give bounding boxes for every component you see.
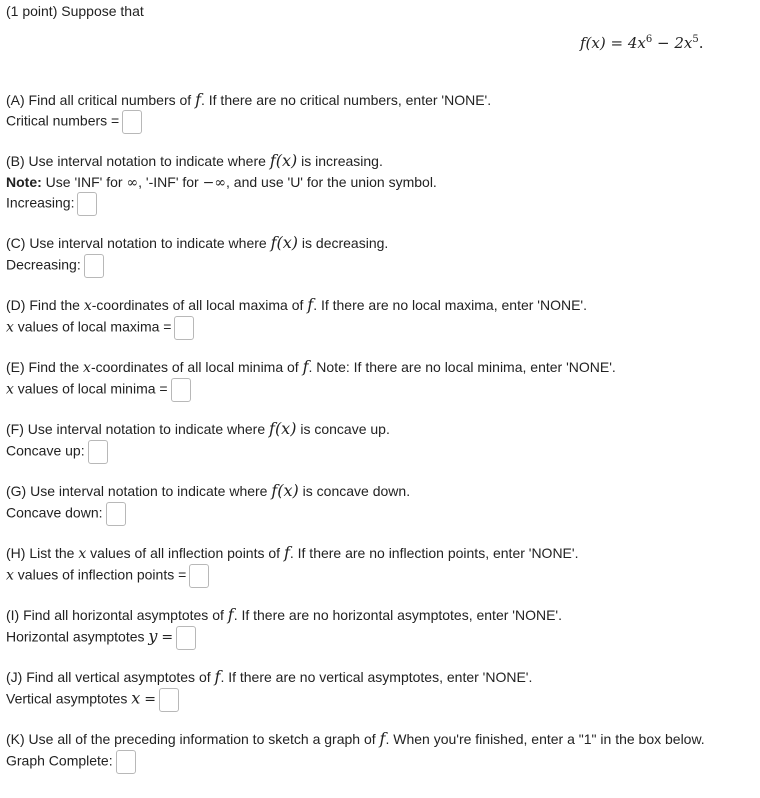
question-d: (D) Find the x-coordinates of all local maxima of f. If there are no local maxima, enter 'NONE'. (6, 295, 587, 314)
concave-up-label: Concave up: (6, 442, 85, 459)
answer-row-g (6, 502, 126, 526)
graph-complete-input[interactable] (116, 750, 136, 774)
answer-row-e: x values of local minima = (6, 378, 191, 402)
local-maxima-label: values of local maxima = (13, 318, 172, 335)
question-b: (B) Use interval notation to indicate where f(x) is increasing. (6, 151, 383, 170)
answer-row-j: Vertical asymptotes x = (6, 688, 179, 712)
function-formula: $f(x) = 4x^6 - 2x^5$. (580, 34, 704, 52)
graph-complete-label: Graph Complete: (6, 752, 113, 769)
concave-down-label: Concave down: (6, 504, 103, 521)
decreasing-label: Decreasing: (6, 256, 81, 273)
decreasing-input[interactable] (84, 254, 104, 278)
answer-row-i: Horizontal asymptotes y = (6, 626, 196, 650)
question-a: (A) Find all critical numbers of f. If there are no critical numbers, enter 'NONE'. (6, 90, 492, 109)
increasing-input[interactable] (77, 192, 97, 216)
vertical-asymptotes-input[interactable] (159, 688, 179, 712)
question-b-note: Note: Use 'INF' for ∞, '-INF' for −∞, and use 'U' for the union symbol. (6, 174, 437, 191)
answer-row-b (6, 192, 97, 216)
answer-row-c (6, 254, 104, 278)
answer-row-f (6, 440, 108, 464)
question-g: (G) Use interval notation to indicate where f(x) is concave down. (6, 481, 411, 500)
concave-down-input[interactable] (106, 502, 126, 526)
problem-intro: (1 point) Suppose that (6, 3, 144, 19)
horizontal-asymptotes-label: Horizontal asymptotes (6, 628, 149, 645)
critical-numbers-input[interactable] (122, 110, 142, 134)
local-minima-label: values of local minima = (13, 380, 168, 397)
inflection-points-label: values of inflection points = (13, 566, 187, 583)
answer-row-a (6, 110, 142, 134)
question-e: (E) Find the x-coordinates of all local minima of f. Note: If there are no local minima, enter 'NONE'. (6, 357, 616, 376)
answer-row-d: x values of local maxima = (6, 316, 194, 340)
question-h: (H) List the x values of all inflection points of f. If there are no inflection points, enter 'NONE'. (6, 543, 579, 562)
question-j: (J) Find all vertical asymptotes of f. If there are no vertical asymptotes, enter 'NONE'. (6, 667, 533, 686)
question-f: (F) Use interval notation to indicate where f(x) is concave up. (6, 419, 390, 438)
concave-up-input[interactable] (88, 440, 108, 464)
answer-row-k (6, 750, 136, 774)
vertical-asymptotes-label: Vertical asymptotes (6, 690, 132, 707)
inflection-points-input[interactable] (189, 564, 209, 588)
question-c: (C) Use interval notation to indicate where f(x) is decreasing. (6, 233, 389, 252)
answer-row-h: x values of inflection points = (6, 564, 209, 588)
critical-numbers-label: Critical numbers = (6, 112, 120, 129)
increasing-label: Increasing: (6, 194, 75, 211)
question-k: (K) Use all of the preceding information to sketch a graph of f. When you're finished, enter a "1" in the box below. (6, 729, 705, 748)
question-i: (I) Find all horizontal asymptotes of f. If there are no horizontal asymptotes, enter 'NONE'. (6, 605, 562, 624)
horizontal-asymptotes-input[interactable] (176, 626, 196, 650)
local-minima-input[interactable] (171, 378, 191, 402)
local-maxima-input[interactable] (174, 316, 194, 340)
